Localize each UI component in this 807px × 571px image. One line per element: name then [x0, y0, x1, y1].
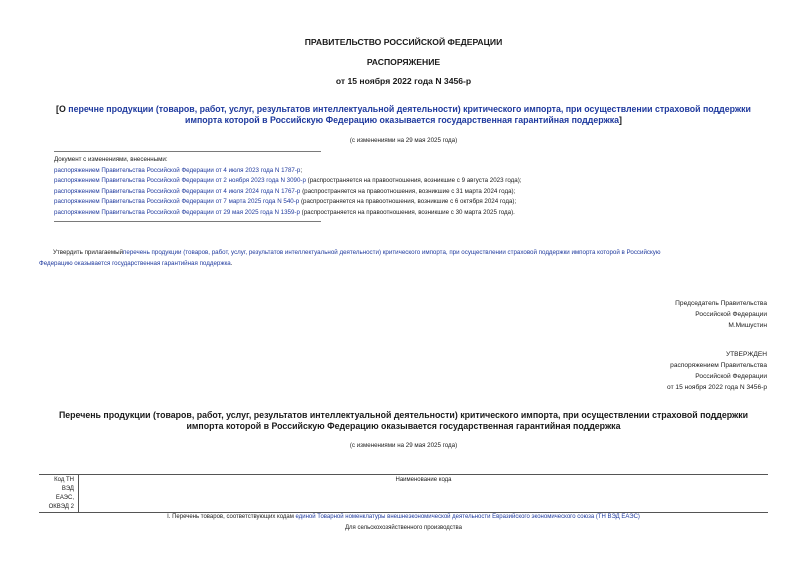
- change-item: [54, 197, 522, 208]
- change-tail: (распространяется на правоотношения, возникшие с 30 марта 2025 года).: [299, 208, 515, 216]
- title-bracket-close: ]: [619, 115, 622, 125]
- document-date-number: от 15 ноября 2022 года N 3456-р: [335, 76, 472, 86]
- section-subtitle: Для сельскохозяйственного производства: [344, 525, 463, 531]
- change-tail: (распространяется на правоотношения, возникшие с 6 октября 2024 года);: [299, 198, 517, 206]
- document-type: РАСПОРЯЖЕНИЕ: [366, 57, 441, 67]
- header-code-line: Код ТН: [54, 477, 74, 483]
- change-item: [54, 176, 522, 187]
- approved-line4: от 15 ноября 2022 года N 3456-р: [667, 384, 767, 391]
- approve-prefix: Утвердить прилагаемый: [53, 249, 124, 256]
- approved-line1: УТВЕРЖДЕН: [725, 351, 767, 358]
- approve-suffix: .: [230, 260, 233, 267]
- title-bracket-open: [О: [56, 104, 69, 114]
- change-link[interactable]: распоряжением Правительства Российской Федерации от 2 ноября 2023 года N 3090-р: [54, 177, 306, 185]
- list-title-line1: Перечень продукции (товаров, работ, услуг, результатов интеллектуальной деятельности) критического импорта, при осуществлении страховой поддержки: [58, 410, 749, 420]
- change-item: [54, 166, 522, 177]
- divider-bottom: [54, 221, 321, 222]
- change-link[interactable]: распоряжением Правительства Российской Федерации от 7 марта 2025 года N 540-р: [54, 198, 300, 206]
- title-link-line1[interactable]: перечне продукции (товаров, работ, услуг, результатов интеллектуальной деятельности) критического импорта, при осуществлении страховой поддержки: [68, 104, 751, 114]
- approved-block: [667, 349, 767, 393]
- signature-block: [675, 298, 767, 331]
- code-table: [39, 474, 768, 513]
- change-tail: ;: [300, 166, 303, 174]
- change-item: [54, 187, 522, 198]
- approve-link-line1[interactable]: перечень продукции (товаров, работ, услуг, результатов интеллектуальной деятельности) критического импорта, при осуществлении страховой поддержки импорта которой в Российскую: [123, 249, 661, 256]
- table-header-name: Наименование кода: [395, 477, 452, 483]
- signature-line1: Председатель Правительства: [675, 300, 767, 307]
- section-link[interactable]: единой Товарной номенклатуры внешнеэкономической деятельности Евразийского экономического союза (ТН ВЭД ЕАЭС): [295, 514, 640, 520]
- list-title: [0, 410, 807, 432]
- signature-line2: Российской Федерации: [695, 311, 767, 318]
- header-code-line: ОКВЭД 2: [48, 504, 74, 510]
- approved-line2: распоряжением Правительства: [670, 362, 767, 369]
- title-link-line2[interactable]: импорта которой в Российскую Федерацию оказывается государственная гарантийная поддержка: [185, 115, 620, 125]
- table-header-code: [39, 475, 79, 512]
- change-tail: (распространяется на правоотношения, возникшие с 9 августа 2023 года);: [305, 177, 522, 185]
- divider-top: [54, 151, 321, 152]
- changes-intro: Документ с изменениями, внесенными:: [54, 156, 168, 163]
- changes-block: [54, 155, 522, 219]
- change-link[interactable]: распоряжением Правительства Российской Федерации от 4 июля 2024 года N 1767-р: [54, 187, 301, 195]
- signature-line3: М.Мишустин: [728, 322, 767, 329]
- approved-line3: Российской Федерации: [695, 373, 767, 380]
- section-heading: [0, 514, 807, 520]
- header-code-line: ВЭД: [61, 486, 74, 492]
- header-code-line: ЕАЭС,: [55, 495, 74, 501]
- list-title-line2: импорта которой в Российскую Федерацию оказывается государственная гарантийная поддержка: [186, 421, 621, 431]
- changes-note: (с изменениями на 29 мая 2025 года): [349, 137, 458, 144]
- change-tail: (распространяется на правоотношения, возникшие с 31 марта 2024 года);: [300, 187, 516, 195]
- change-link[interactable]: распоряжением Правительства Российской Федерации от 29 мая 2025 года N 1359-р: [54, 208, 300, 216]
- document-title: [0, 104, 807, 126]
- approve-link-line2[interactable]: Федерацию оказывается государственная гарантийная поддержка: [39, 260, 231, 267]
- change-item: [54, 208, 522, 219]
- section-prefix: I. Перечень товаров, соответствующих кодам: [167, 514, 296, 520]
- government-name: ПРАВИТЕЛЬСТВО РОССИЙСКОЙ ФЕДЕРАЦИИ: [304, 37, 503, 47]
- list-changes-note: (с изменениями на 29 мая 2025 года): [349, 442, 458, 449]
- approve-paragraph: [39, 247, 774, 269]
- change-link[interactable]: распоряжением Правительства Российской Федерации от 4 июля 2023 года N 1787-р: [54, 166, 301, 174]
